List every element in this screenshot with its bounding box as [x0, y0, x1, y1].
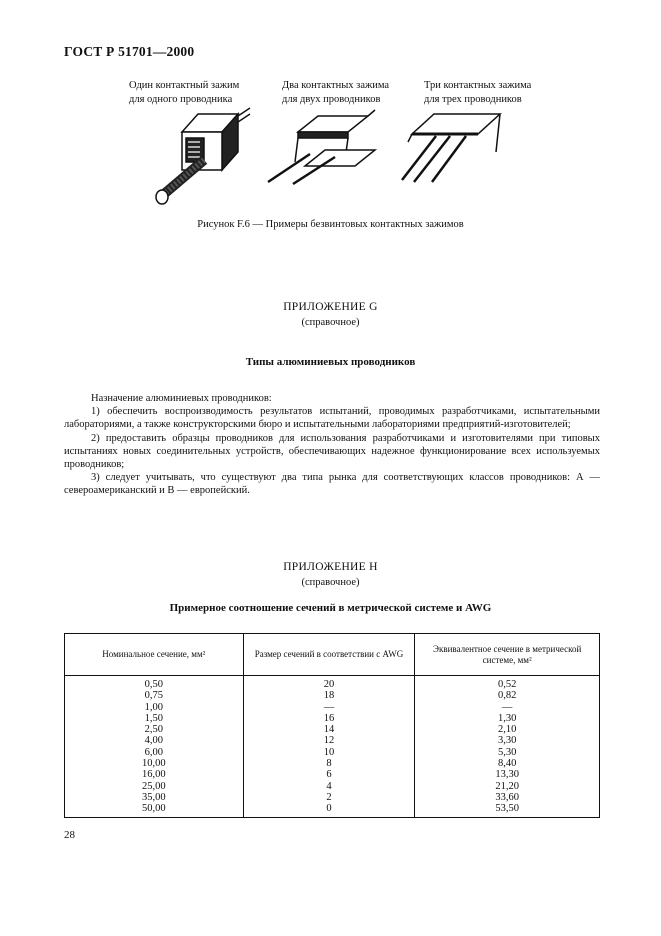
figure-label-line: для трех проводников — [424, 94, 522, 105]
cell-nominal: 16,00 — [65, 769, 244, 780]
cell-metric-equivalent: 1,30 — [415, 713, 600, 724]
cell-nominal: 10,00 — [65, 758, 244, 769]
cell-metric-equivalent: 33,60 — [415, 792, 600, 803]
double-clamp-drawing — [268, 110, 375, 184]
column-header-nominal: Номинальное сечение, мм² — [65, 634, 244, 676]
clamp-examples-figure — [150, 102, 510, 212]
figure-label-line: для одного проводника — [129, 94, 233, 105]
annex-g-title: ПРИЛОЖЕНИЕ G — [283, 301, 378, 313]
cell-awg: 12 — [243, 735, 415, 746]
cell-awg: 10 — [243, 747, 415, 758]
table-row — [65, 747, 600, 758]
figure-label-line: Три контактных зажима — [424, 80, 532, 91]
cell-nominal: 35,00 — [65, 792, 244, 803]
cell-metric-equivalent: 13,30 — [415, 769, 600, 780]
cell-metric-equivalent: 0,82 — [415, 690, 600, 701]
table-row — [65, 758, 600, 769]
cell-metric-equivalent: 21,20 — [415, 781, 600, 792]
table-header-row — [65, 634, 600, 676]
cell-nominal: 0,50 — [65, 676, 244, 691]
table-row — [65, 702, 600, 713]
paragraph: 1) обеспечить воспроизводимость результатов испытаний, проводимых разработчиками, испытательными лабораториями, а также конструкторскими бюро и испытательными лабораториями предприятий-изготовителей; — [64, 406, 600, 431]
table-row — [65, 724, 600, 735]
column-header-awg: Размер сечений в соответствии с AWG — [243, 634, 415, 676]
table-body — [65, 676, 600, 818]
cell-nominal: 4,00 — [65, 735, 244, 746]
annex-h-heading: Примерное соотношение сечений в метрической системе и AWG — [169, 602, 492, 614]
figure-label-line: Один контактный зажим — [129, 80, 240, 91]
cell-nominal: 6,00 — [65, 747, 244, 758]
cell-nominal: 2,50 — [65, 724, 244, 735]
paragraph: 2) предоставить образцы проводников для использования разработчиками и изготовителями при типовых испытаниях новых соединительных устройств, обеспечивающих надежное функционирование всех используемых проводников; — [64, 432, 600, 471]
cell-metric-equivalent: 3,30 — [415, 735, 600, 746]
cell-awg: 18 — [243, 690, 415, 701]
cell-awg: 0 — [243, 803, 415, 817]
paragraph: Назначение алюминиевых проводников: — [91, 393, 272, 404]
cell-nominal: 1,00 — [65, 702, 244, 713]
awg-table — [64, 633, 600, 818]
figure-caption: Рисунок F.6 — Примеры безвинтовых контактных зажимов — [197, 219, 464, 230]
single-clamp-drawing — [156, 108, 250, 204]
cell-nominal: 25,00 — [65, 781, 244, 792]
cell-metric-equivalent: 5,30 — [415, 747, 600, 758]
cell-metric-equivalent: — — [415, 702, 600, 713]
document-header: ГОСТ Р 51701—2000 — [64, 44, 195, 59]
cell-metric-equivalent: 0,52 — [415, 676, 600, 691]
cell-awg: 6 — [243, 769, 415, 780]
cell-nominal: 50,00 — [65, 803, 244, 817]
annex-g-heading: Типы алюминиевых проводников — [245, 356, 416, 368]
table-row — [65, 781, 600, 792]
table-row — [65, 803, 600, 817]
annex-g-status: (справочное) — [301, 317, 360, 328]
figure-label-line: Два контактных зажима — [282, 80, 390, 91]
annex-g-body — [64, 392, 600, 498]
annex-h-title: ПРИЛОЖЕНИЕ Н — [283, 561, 378, 573]
cell-metric-equivalent: 2,10 — [415, 724, 600, 735]
cell-nominal: 0,75 — [65, 690, 244, 701]
table-row — [65, 690, 600, 701]
cell-metric-equivalent: 8,40 — [415, 758, 600, 769]
cell-awg: — — [243, 702, 415, 713]
table-row — [65, 676, 600, 691]
cell-awg: 16 — [243, 713, 415, 724]
cell-awg: 8 — [243, 758, 415, 769]
cell-awg: 4 — [243, 781, 415, 792]
table-row — [65, 792, 600, 803]
cell-nominal: 1,50 — [65, 713, 244, 724]
page-number: 28 — [64, 829, 75, 841]
table-row — [65, 769, 600, 780]
cell-awg: 2 — [243, 792, 415, 803]
paragraph: 3) следует учитывать, что существуют два типа рынка для соответствующих классов проводников: А — североамериканский и В — европейский. — [64, 472, 600, 497]
annex-h-status: (справочное) — [301, 577, 360, 588]
table-row — [65, 713, 600, 724]
cell-awg: 20 — [243, 676, 415, 691]
cell-metric-equivalent: 53,50 — [415, 803, 600, 817]
figure-label-line: для двух проводников — [282, 94, 381, 105]
column-header-metric-equivalent: Эквивалентное сечение в метрической системе, мм² — [415, 634, 600, 676]
table-row — [65, 735, 600, 746]
triple-clamp-drawing — [402, 114, 500, 182]
cell-awg: 14 — [243, 724, 415, 735]
